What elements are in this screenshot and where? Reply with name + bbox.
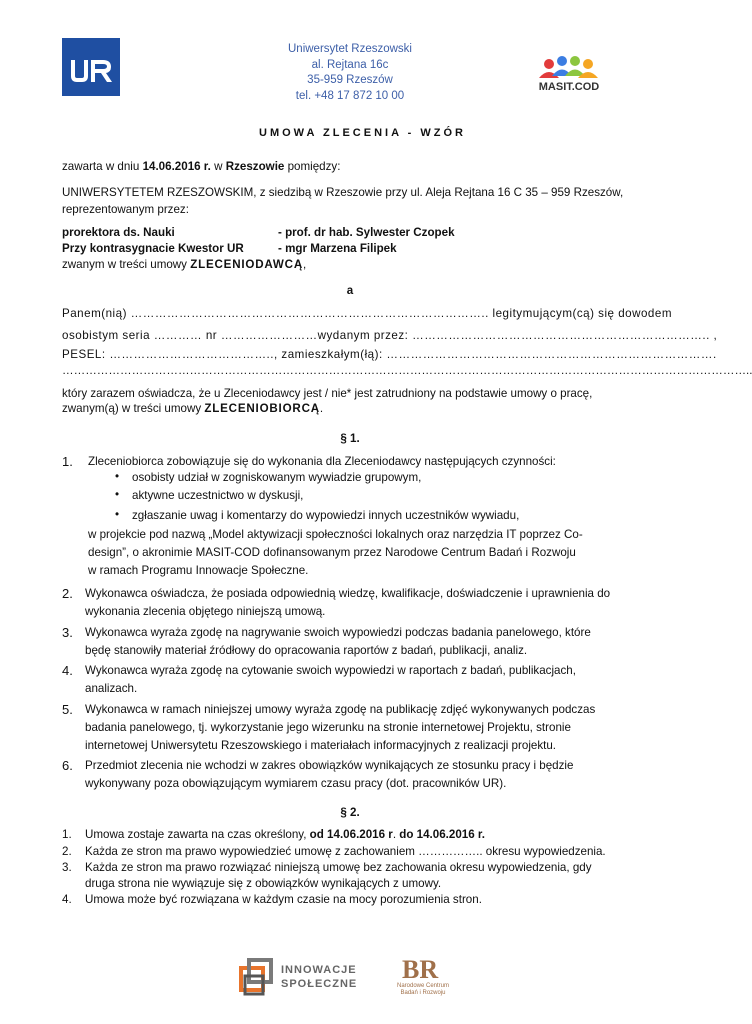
intro-represented-line: reprezentowanym przez: <box>62 203 189 216</box>
item-text: wykonania zlecenia objętego niniejszą umową. <box>85 605 326 618</box>
intro-university-line: UNIWERSYTETEM RZESZOWSKIM, z siedzibą w Rzeszowie przy ul. Aleja Rejtana 16 C 35 – 959 Rzeszów, <box>62 186 624 199</box>
item-number: 4. <box>62 663 73 678</box>
address-line: 35-959 Rzeszów <box>307 74 393 86</box>
masit-cod-logo <box>533 54 605 98</box>
item-number: 6. <box>62 758 73 773</box>
bullet-item: aktywne uczestnictwo w dyskusji, <box>132 489 304 502</box>
project-line: w ramach Programu Innowacje Społeczne. <box>88 564 309 577</box>
item-text: badania panelowego, tj. wykorzystanie jego wizerunku na stronie internetowej Projektu, stronie <box>85 721 571 734</box>
intro-text: zawarta w dniu <box>62 160 143 173</box>
ncbr-line: Narodowe Centrum <box>396 983 450 989</box>
item-text: Wykonawca w ramach niniejszej umowy wyraża zgodę na publikację zdjęć wykonywanych podczas <box>85 703 596 716</box>
bullet-icon: • <box>115 470 120 483</box>
rep2-role: Przy kontrasygnacie Kwestor UR <box>62 242 244 255</box>
party-employment-line: który zarazem oświadcza, że u Zleceniodawcy jest / nie* jest zatrudniony na podstawie umowy o pracę, <box>62 387 593 400</box>
intro-text: zwanym w treści umowy <box>62 258 191 271</box>
zleceniobiorca-line <box>62 402 323 415</box>
party-address-dots-line: …………………………………………………………………………………………………………………………………………………………….. <box>62 364 752 377</box>
innowacje-spoleczne-logo <box>237 956 358 1000</box>
item-text: będę stanowiły materiał źródłowy do opracowania raportów z badań, publikacji, analiz. <box>85 644 528 657</box>
project-line: w projekcie pod nazwą „Model aktywizacji społeczności lokalnych oraz narzędzia IT poprzez Co- <box>88 528 583 541</box>
item-number: 3. <box>62 861 72 874</box>
ncbr-logo <box>388 955 458 999</box>
duration-line <box>85 828 485 841</box>
item-text: Każda ze stron ma prawo wypowiedzieć umowę z zachowaniem …………….. okresu wypowiedzenia. <box>85 845 606 858</box>
item-text: Umowa może być rozwiązana w każdym czasie na mocy porozumienia stron. <box>85 893 482 906</box>
party-text: . <box>319 402 324 415</box>
section-1-heading: § 1. <box>340 432 360 445</box>
rep1-role: prorektora ds. Nauki <box>62 226 175 239</box>
end-date: do 14.06.2016 r. <box>399 828 486 841</box>
item-number: 2. <box>62 586 73 601</box>
party-pesel-line: PESEL: ………………………………….., zamieszkałym(łą): ………………………………………………………………………. <box>62 348 717 361</box>
item-number: 2. <box>62 845 72 858</box>
innowacje-text: INNOWACJE <box>281 964 357 976</box>
item-text: Wykonawca oświadcza, że posiada odpowiednią wiedzę, kwalifikacje, doświadczenie i uprawnienia do <box>85 587 611 600</box>
party-text: zwanym(ą) w treści umowy <box>62 402 205 415</box>
item-text: internetowej Uniwersytetu Rzeszowskiego i materiałach informacyjnych z realizacji projektu. <box>85 739 557 752</box>
intro-text: pomiędzy: <box>284 160 341 173</box>
contract-date: 14.06.2016 r. <box>142 160 211 173</box>
rep2-name: - mgr Marzena Filipek <box>278 242 397 255</box>
bullet-item: osobisty udział w zogniskowanym wywiadzie grupowym, <box>132 471 422 484</box>
project-line: design”, o akronimie MASIT-COD dofinansowanym przez Narodowe Centrum Badań i Rozwoju <box>88 546 576 559</box>
start-date: od 14.06.2016 r <box>309 828 393 841</box>
intro-text: w <box>210 160 226 173</box>
party-id-line: osobistym seria ………… nr ……………………wydanym przez: ……………………………………………………………….. , <box>62 329 718 342</box>
masit-logo-text: MASIT.COD <box>538 81 600 93</box>
zleceniodawca-line <box>62 258 306 271</box>
address-line: tel. +48 17 872 10 00 <box>295 89 405 102</box>
ncbr-monogram-icon: BR <box>402 955 439 984</box>
section-2-heading: § 2. <box>340 806 360 819</box>
bullet-icon: • <box>115 488 120 501</box>
party-name-line: Panem(nią) …………………………………………………………………………….. legitymującym(cą) się dowodem <box>62 307 672 320</box>
spoleczne-text: SPOŁECZNE <box>281 978 358 990</box>
rep1-name: - prof. dr hab. Sylwester Czopek <box>278 226 455 239</box>
item-text: Zleceniobiorca zobowiązuje się do wykonania dla Zleceniodawcy następujących czynności: <box>88 455 556 468</box>
item-text: Przedmiot zlecenia nie wchodzi w zakres obowiązków wynikających ze stosunku pracy i będzie <box>85 759 574 772</box>
item-number: 1. <box>62 828 72 841</box>
ur-logo-graphic <box>62 38 120 96</box>
item-number: 4. <box>62 893 72 906</box>
contract-city: Rzeszowie <box>225 160 285 173</box>
innowacje-graphic <box>237 956 277 1000</box>
ur-logo <box>62 38 120 96</box>
item-text: Wykonawca wyraża zgodę na nagrywanie swoich wypowiedzi podczas badania panelowego, które <box>85 626 591 639</box>
item-text: analizach. <box>85 682 138 695</box>
address-line: Uniwersytet Rzeszowski <box>288 43 412 55</box>
zleceniodawca-label: ZLECENIODAWCĄ <box>190 258 304 271</box>
ncbr-line: Badań i Rozwoju <box>400 990 446 996</box>
item-text: wykonywany poza obowiązującym wymiarem czasu pracy (dot. pracowników UR). <box>85 777 507 790</box>
party-separator: a <box>346 284 354 297</box>
university-address <box>240 42 460 104</box>
document-title: UMOWA ZLECENIA - WZÓR <box>259 127 466 139</box>
item-text: druga strona nie wywiązuje się z obowiązków wynikających z umowy. <box>85 877 442 890</box>
item-text: . <box>392 828 400 841</box>
intro-line-date <box>62 160 340 173</box>
item-number: 5. <box>62 702 73 717</box>
item-text: Każda ze stron ma prawo rozwiązać niniejszą umowę bez zachowania okresu wypowiedzenia, gdy <box>85 861 592 874</box>
item-number: 3. <box>62 625 73 640</box>
zleceniobiorca-label: ZLECENIOBIORCĄ <box>204 402 320 415</box>
bullet-icon: • <box>115 508 120 521</box>
bullet-item: zgłaszanie uwag i komentarzy do wypowiedzi innych uczestników wywiadu, <box>132 509 520 522</box>
address-line: al. Rejtana 16c <box>311 58 389 71</box>
item-text: Wykonawca wyraża zgodę na cytowanie swoich wypowiedzi w raportach z badań, publikacjach, <box>85 664 576 677</box>
ncbr-text <box>388 983 458 997</box>
item-number: 1. <box>62 454 73 469</box>
item-text: Umowa zostaje zawarta na czas określony, <box>85 828 310 841</box>
intro-text: , <box>303 258 307 271</box>
